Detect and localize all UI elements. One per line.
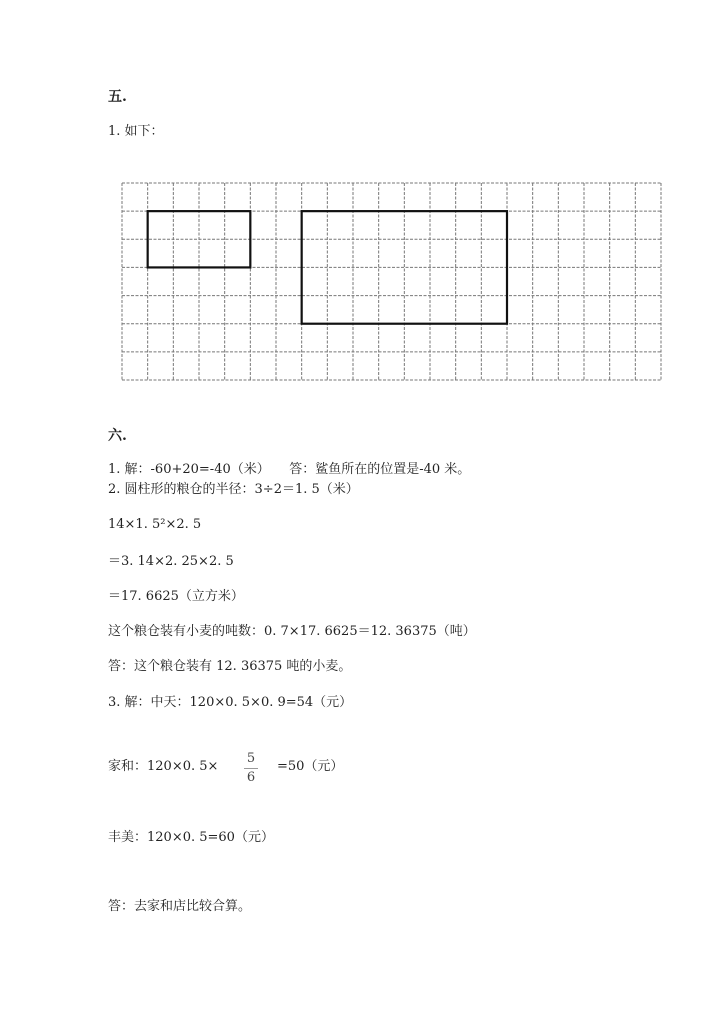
fraction-numerator: 5 [244, 750, 258, 769]
jiahe-prefix: 家和：120×0. 5× [108, 759, 219, 774]
final-answer: 答：去家和店比较合算。 [108, 899, 252, 914]
solution-line: 14×1. 5²×2. 5 [108, 517, 202, 532]
solution-line: ＝3. 14×2. 25×2. 5 [108, 554, 234, 569]
solution-line: ＝17. 6625（立方米） [108, 589, 244, 604]
section-5-heading: 五. [108, 89, 127, 105]
fraction [244, 750, 258, 787]
jiahe-suffix: =50（元） [277, 759, 344, 774]
solution-line: 答：这个粮仓装有 12. 36375 吨的小麦。 [108, 659, 352, 674]
fengmei-line: 丰美：120×0. 5=60（元） [108, 830, 274, 845]
fraction-denominator: 6 [246, 770, 256, 785]
section-6-heading: 六. [108, 428, 127, 444]
grid-diagram [0, 0, 720, 400]
solution-line: 1. 解：-60+20=-40（米） 答：鲨鱼所在的位置是-40 米。 [108, 462, 471, 477]
question-1-label: 1. 如下： [108, 124, 164, 139]
solution-line: 3. 解：中天：120×0. 5×0. 9=54（元） [108, 695, 353, 710]
solution-line: 2. 圆柱形的粮仓的半径：3÷2＝1. 5（米） [108, 482, 359, 497]
solution-line: 这个粮仓装有小麦的吨数：0. 7×17. 6625＝12. 36375（吨） [108, 624, 476, 639]
